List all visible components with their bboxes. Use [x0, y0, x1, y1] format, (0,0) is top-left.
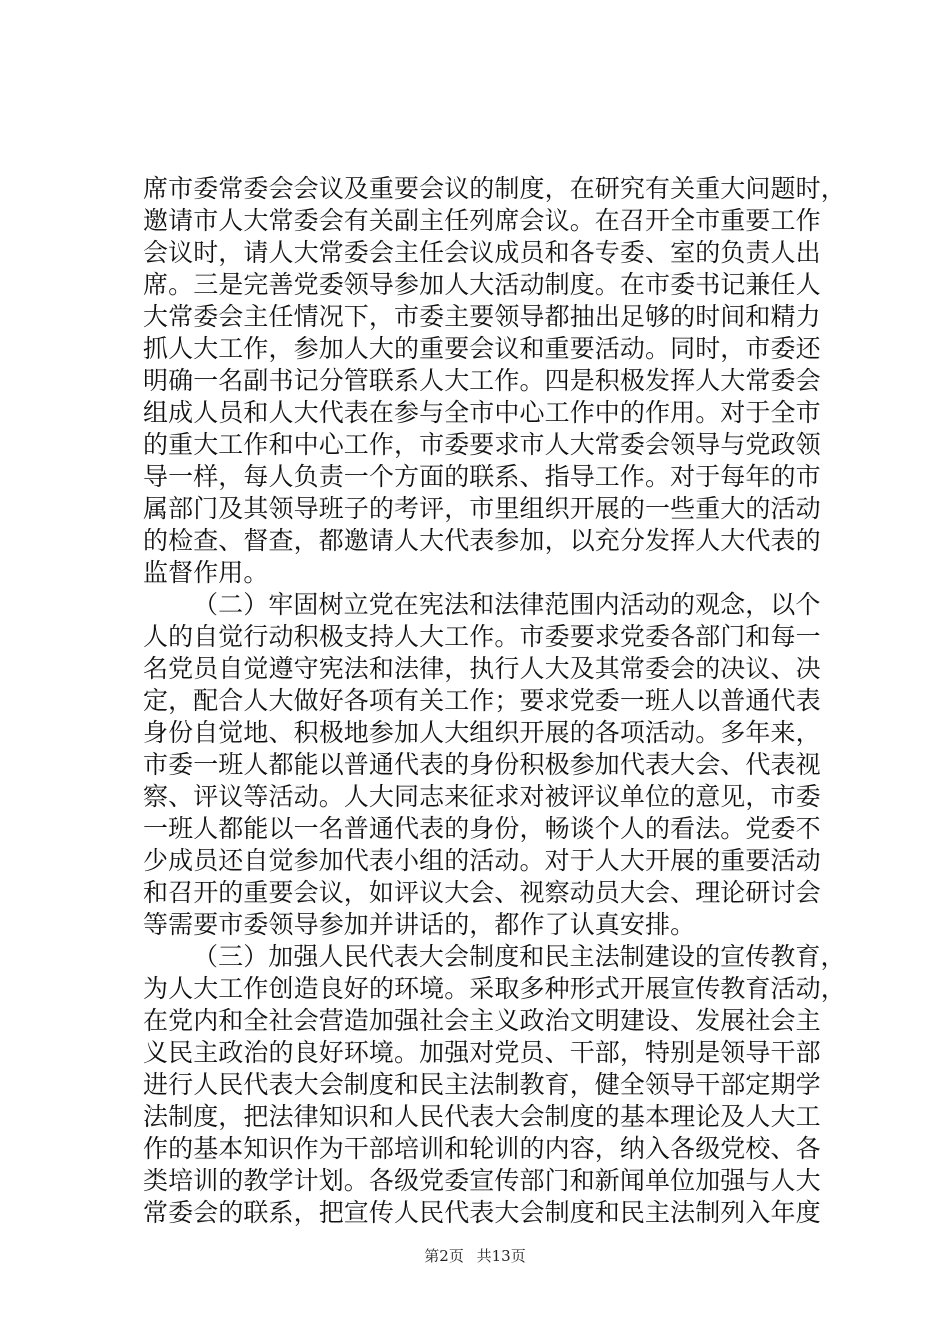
page-footer — [0, 1246, 950, 1266]
text-line: 进行人民代表大会制度和民主法制教育，健全领导干部定期学 — [143, 1070, 821, 1099]
text-line: 类培训的教学计划。各级党委宣传部门和新闻单位加强与人大 — [143, 1166, 821, 1195]
text-line: 等需要市委领导参加并讲话的，都作了认真安排。 — [143, 910, 696, 939]
text-line: 常委会的联系，把宣传人民代表大会制度和民主法制列入年度 — [143, 1198, 821, 1227]
text-line: 会议时，请人大常委会主任会议成员和各专委、室的负责人出 — [143, 238, 821, 267]
paragraph-heading-2: （二）牢固树立党在宪法和法律范围内活动的观念，以个 — [193, 590, 821, 619]
page-total: 共13页 — [476, 1247, 526, 1265]
text-line: 法制度，把法律知识和人民代表大会制度的基本理论及人大工 — [143, 1102, 821, 1131]
text-line: 在党内和全社会营造加强社会主义政治文明建设、发展社会主 — [143, 1006, 821, 1035]
text-line: 抓人大工作，参加人大的重要会议和重要活动。同时，市委还 — [143, 334, 821, 363]
text-line: 的重大工作和中心工作，市委要求市人大常委会领导与党政领 — [143, 430, 821, 459]
text-line: 市委一班人都能以普通代表的身份积极参加代表大会、代表视 — [143, 750, 821, 779]
text-line: 邀请市人大常委会有关副主任列席会议。在召开全市重要工作 — [143, 206, 821, 235]
text-line: 监督作用。 — [143, 558, 269, 587]
text-line: 导一样，每人负责一个方面的联系、指导工作。对于每年的市 — [143, 462, 821, 491]
paragraph-heading-3: （三）加强人民代表大会制度和民主法制建设的宣传教育， — [193, 942, 846, 971]
text-line: 为人大工作创造良好的环境。采取多种形式开展宣传教育活动， — [143, 974, 846, 1003]
text-line: 定，配合人大做好各项有关工作；要求党委一班人以普通代表 — [143, 686, 821, 715]
text-line: 明确一名副书记分管联系人大工作。四是积极发挥人大常委会 — [143, 366, 821, 395]
text-line: 少成员还自觉参加代表小组的活动。对于人大开展的重要活动 — [143, 846, 821, 875]
text-line: 察、评议等活动。人大同志来征求对被评议单位的意见，市委 — [143, 782, 821, 811]
text-line: 人的自觉行动积极支持人大工作。市委要求党委各部门和每一 — [143, 622, 821, 651]
text-line: 属部门及其领导班子的考评，市里组织开展的一些重大的活动 — [143, 494, 821, 523]
document-body — [143, 173, 846, 1229]
text-line: 名党员自觉遵守宪法和法律，执行人大及其常委会的决议、决 — [143, 654, 821, 683]
text-line: 身份自觉地、积极地参加人大组织开展的各项活动。多年来， — [143, 718, 821, 747]
text-line: 组成人员和人大代表在参与全市中心工作中的作用。对于全市 — [143, 398, 821, 427]
text-line: 一班人都能以一名普通代表的身份，畅谈个人的看法。党委不 — [143, 814, 821, 843]
text-line: 和召开的重要会议，如评议大会、视察动员大会、理论研讨会 — [143, 878, 821, 907]
text-line: 的检查、督查，都邀请人大代表参加，以充分发挥人大代表的 — [143, 526, 821, 555]
text-line: 席市委常委会会议及重要会议的制度，在研究有关重大问题时， — [143, 174, 846, 203]
text-line: 作的基本知识作为干部培训和轮训的内容，纳入各级党校、各 — [143, 1134, 821, 1163]
text-line: 大常委会主任情况下，市委主要领导都抽出足够的时间和精力 — [143, 302, 821, 331]
text-line: 义民主政治的良好环境。加强对党员、干部，特别是领导干部 — [143, 1038, 821, 1067]
text-line: 席。三是完善党委领导参加人大活动制度。在市委书记兼任人 — [143, 270, 821, 299]
page-number: 第2页 — [424, 1247, 464, 1265]
